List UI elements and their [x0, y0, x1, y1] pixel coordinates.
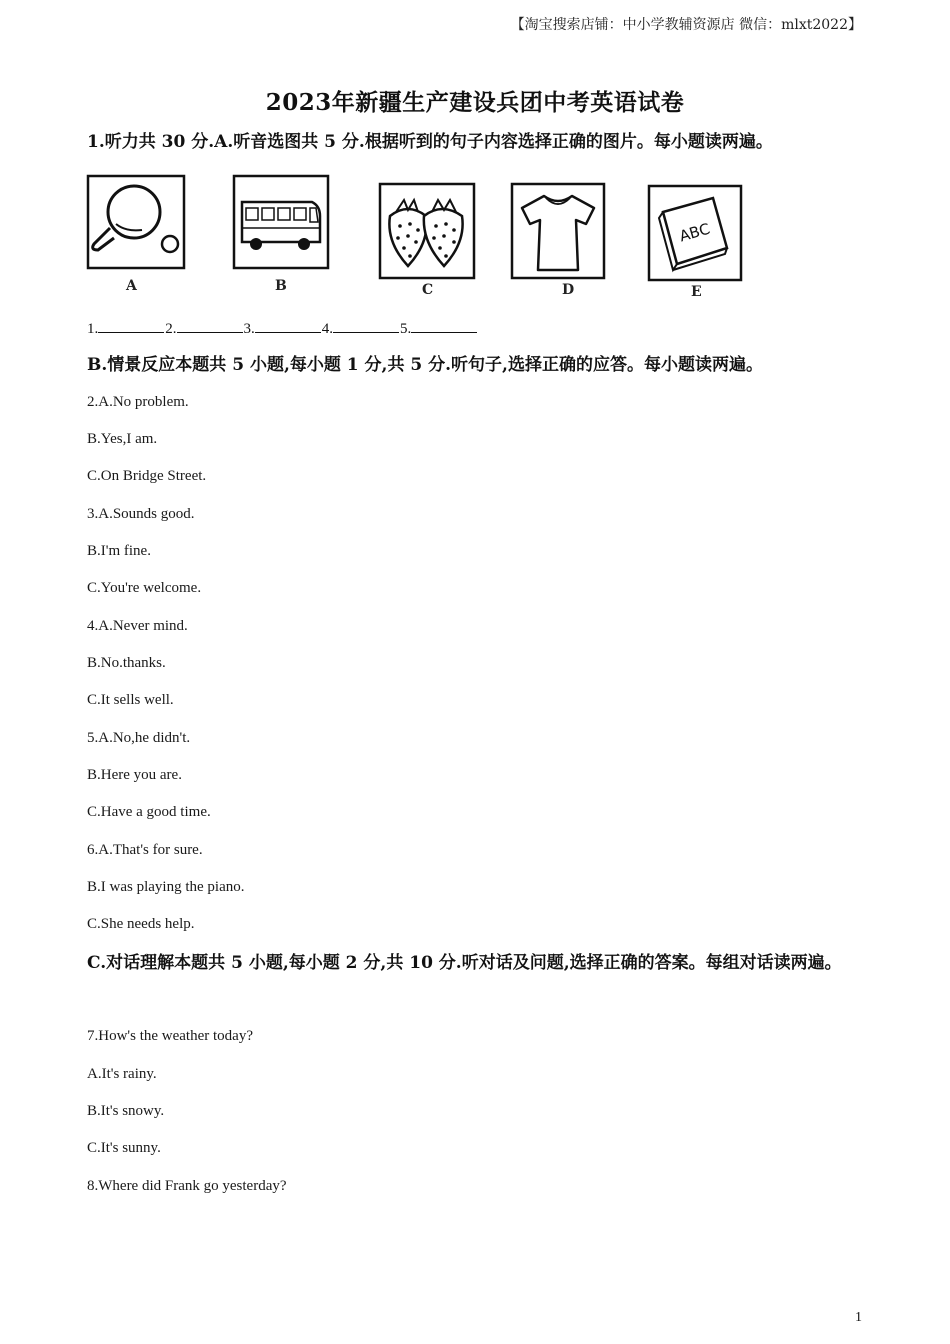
answer-label: 2. — [165, 321, 177, 337]
ping-pong-icon — [86, 172, 186, 272]
option-line: B.No.thanks. — [87, 655, 166, 671]
header-note: 【淘宝搜索店铺：中小学教辅资源店 微信：mlxt2022】 — [510, 17, 862, 33]
option-line: B.I was playing the piano. — [87, 879, 245, 895]
picture-b — [232, 172, 330, 272]
section-a-heading: 1.听力共 30 分.A.听音选图共 5 分.根据听到的句子内容选择正确的图片。每小题读两遍。 — [87, 132, 773, 152]
option-line: B.Here you are. — [87, 767, 182, 783]
answer-label: 4. — [321, 321, 333, 337]
answer-label: 1. — [87, 321, 99, 337]
answer-blanks — [87, 318, 478, 338]
picture-d-letter: D — [562, 282, 575, 298]
answer-blank-2[interactable] — [177, 318, 243, 333]
picture-e — [647, 184, 743, 282]
answer-blank-5[interactable] — [411, 318, 477, 333]
option-line: C.On Bridge Street. — [87, 468, 207, 484]
picture-a-letter: A — [126, 278, 137, 294]
section-c-heading: C.对话理解本题共 5 小题,每小题 2 分,共 10 分.听对话及问题,选择正确的答案。每组对话读两遍。 — [87, 953, 842, 973]
answer-blank-4[interactable] — [333, 318, 399, 333]
strawberry-icon — [378, 182, 476, 280]
option-line: C.Have a good time. — [87, 804, 211, 820]
book-icon — [647, 184, 743, 282]
answer-blank-3[interactable] — [255, 318, 321, 333]
picture-c-letter: C — [422, 282, 434, 298]
option-line: 6.A.That's for sure. — [87, 842, 203, 858]
option-line: C.It's sunny. — [87, 1140, 161, 1156]
option-line: 2.A.No problem. — [87, 394, 189, 410]
answer-label: 3. — [243, 321, 255, 337]
question-line: 7.How's the weather today? — [87, 1028, 253, 1044]
option-line: C.She needs help. — [87, 916, 195, 932]
option-line: B.I'm fine. — [87, 543, 151, 559]
option-line: 5.A.No,he didn't. — [87, 730, 191, 746]
option-line: B.Yes,I am. — [87, 431, 158, 447]
option-line: B.It's snowy. — [87, 1103, 165, 1119]
option-line: C.It sells well. — [87, 692, 174, 708]
answer-blank-1[interactable] — [98, 318, 164, 333]
option-line: 4.A.Never mind. — [87, 618, 188, 634]
bus-icon — [232, 172, 330, 272]
answer-label: 5. — [400, 321, 412, 337]
page-number: 1 — [855, 1310, 862, 1325]
option-line: A.It's rainy. — [87, 1066, 157, 1082]
picture-b-letter: B — [275, 278, 287, 294]
book-cover-text: ABC — [677, 219, 712, 246]
picture-c — [378, 182, 476, 280]
picture-a — [86, 172, 186, 272]
picture-e-letter: E — [691, 284, 702, 300]
picture-d — [510, 182, 606, 280]
option-line: 3.A.Sounds good. — [87, 506, 195, 522]
section-b-heading: B.情景反应本题共 5 小题,每小题 1 分,共 5 分.听句子,选择正确的应答。每小题读两遍。 — [87, 355, 763, 375]
page-title: 2023年新疆生产建设兵团中考英语试卷 — [265, 89, 685, 116]
question-line: 8.Where did Frank go yesterday? — [87, 1178, 287, 1194]
option-line: C.You're welcome. — [87, 580, 202, 596]
t-shirt-icon — [510, 182, 606, 280]
picture-options — [86, 172, 746, 304]
